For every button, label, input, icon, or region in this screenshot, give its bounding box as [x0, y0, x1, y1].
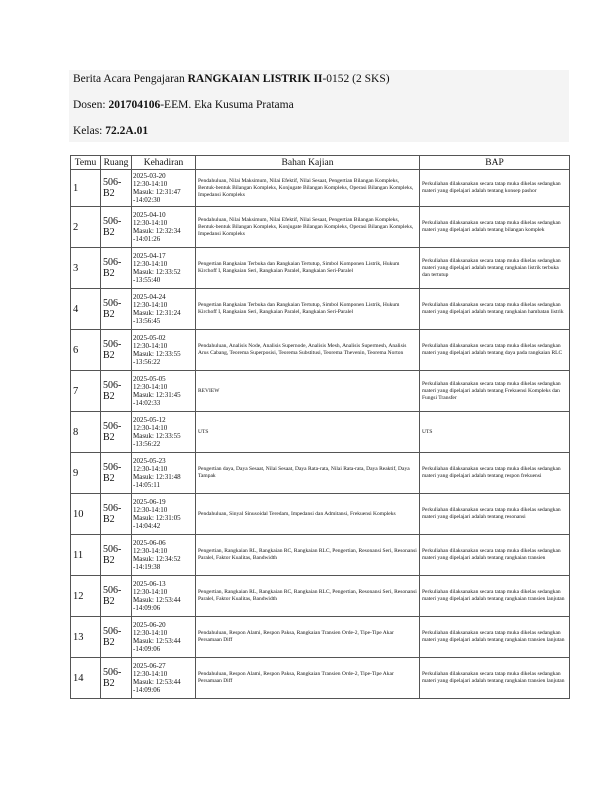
attendance-time: 12:30-14:10	[133, 300, 168, 309]
room-cell: 506-B2	[101, 248, 132, 289]
attendance-cell	[132, 535, 196, 576]
attendance-time: 12:30-14:10	[133, 505, 168, 514]
attendance-checkin: Masuk: 12:53:44	[133, 637, 181, 645]
room-cell: 506-B2	[101, 170, 132, 207]
bap-cell: Perkuliahan dilaksanakan secara tatap muka dikelas sedangkan materi yang dipelajari adalah tentang rangkaian hambatan listrik	[420, 289, 570, 330]
attendance-checkout: -13:56:22	[133, 358, 161, 367]
attendance-date: 2025-05-12	[133, 415, 166, 424]
class-prefix: Kelas:	[73, 125, 106, 137]
study-material-cell: Pengertian, Rangkaian RL, Rangkaian RC, Rangkaian RLC, Pengertian, Resonansi Seri, Resonansi Paralel, Faktor Kualitas, Bandwidth	[196, 535, 420, 576]
attendance-cell	[132, 494, 196, 535]
room-cell: 506-B2	[101, 289, 132, 330]
attendance-checkin: Masuk: 12:34:52	[133, 555, 181, 563]
attendance-checkout: -14:04:42	[133, 522, 161, 531]
course-line	[73, 73, 390, 85]
meeting-number: 2	[71, 207, 101, 248]
col-ruang: Ruang	[101, 156, 132, 170]
col-bahan-kajian: Bahan Kajian	[196, 156, 420, 170]
attendance-date: 2025-06-20	[133, 620, 166, 629]
bap-cell: Perkuliahan dilaksanakan secara tatap muka dikelas sedangkan materi yang dipelajari adalah tentang Frekuensi Kompleks dan Fungsi Transfer	[420, 371, 570, 412]
attendance-cell	[132, 658, 196, 699]
attendance-time: 12:30-14:10	[133, 259, 168, 268]
bap-cell: Perkuliahan dilaksanakan secara tatap muka dikelas sedangkan materi yang dipelajari adalah tentang rangkaian transien lanjutan	[420, 617, 570, 658]
attendance-checkin: Masuk: 12:31:47	[133, 188, 181, 196]
room-cell: 506-B2	[101, 453, 132, 494]
attendance-checkin: Masuk: 12:31:24	[133, 309, 181, 317]
attendance-date: 2025-04-17	[133, 251, 166, 260]
document-header	[69, 70, 569, 142]
study-material-cell: Pendahuluan, Respon Alami, Respon Paksa, Rangkaian Transien Orde-2, Tipe-Tipe Akar Persamaan Diff	[196, 658, 420, 699]
attendance-cell	[132, 576, 196, 617]
study-material-cell: Pengertian Rangkaian Terbuka dan Rangkaian Tertutup, Simbol Komponen Listrik, Hukum Kirchoff I, Rangkaian Seri, Rangkaian Paralel, Rangkaian Seri-Paralel	[196, 289, 420, 330]
meeting-number: 6	[71, 330, 101, 371]
study-material-cell: REVIEW	[196, 371, 420, 412]
attendance-time: 12:30-14:10	[133, 423, 168, 432]
attendance-checkin: Masuk: 12:32:34	[133, 227, 181, 235]
bap-cell: Perkuliahan dilaksanakan secara tatap muka dikelas sedangkan materi yang dipelajari adalah tentang rangkaian transien lanjutan	[420, 658, 570, 699]
table-body	[71, 170, 570, 699]
attendance-checkin: Masuk: 12:33:55	[133, 432, 181, 440]
attendance-cell	[132, 617, 196, 658]
study-material-cell: Pengertian, Rangkaian RL, Rangkaian RC, Rangkaian RLC, Pengertian, Resonansi Seri, Resonansi Paralel, Faktor Kualitas, Bandwidth	[196, 576, 420, 617]
attendance-checkin: Masuk: 12:31:48	[133, 473, 181, 481]
bap-cell: Perkuliahan dilaksanakan secara tatap muka dikelas sedangkan materi yang dipelajari adalah tentang konsep pashor	[420, 170, 570, 207]
attendance-checkin: Masuk: 12:53:44	[133, 596, 181, 604]
meeting-number: 12	[71, 576, 101, 617]
attendance-cell	[132, 289, 196, 330]
table-row	[71, 617, 570, 658]
bap-cell: Perkuliahan dilaksanakan secara tatap muka dikelas sedangkan materi yang dipelajari adalah tentang rangkaian transien	[420, 535, 570, 576]
table-header-row	[71, 156, 570, 170]
class-code: 72.2A.01	[105, 125, 149, 137]
attendance-date: 2025-06-13	[133, 579, 166, 588]
bap-cell: Perkuliahan dilaksanakan secara tatap muka dikelas sedangkan materi yang dipelajari adalah tentang rangkaian listrik terbuka dan tertutup	[420, 248, 570, 289]
study-material-cell: UTS	[196, 412, 420, 453]
attendance-checkout: -14:09:06	[133, 604, 161, 613]
meeting-number: 13	[71, 617, 101, 658]
study-material-cell: Pengertian Rangkaian Terbuka dan Rangkaian Tertutup, Simbol Komponen Listrik, Hukum Kirchoff I, Rangkaian Seri, Rangkaian Paralel, Rangkaian Seri-Paralel	[196, 248, 420, 289]
table-row	[71, 412, 570, 453]
study-material-cell: Pengertian daya, Daya Sesaat, Nilai Sesaat, Daya Rata-rata, Nilai Rata-rata, Daya Reaktif, Daya Tampak	[196, 453, 420, 494]
attendance-checkin: Masuk: 12:53:44	[133, 678, 181, 686]
attendance-checkin: Masuk: 12:31:05	[133, 514, 181, 522]
meeting-number: 9	[71, 453, 101, 494]
table-row	[71, 535, 570, 576]
attendance-checkout: -14:09:06	[133, 645, 161, 654]
table-row	[71, 658, 570, 699]
attendance-date: 2025-05-02	[133, 333, 166, 342]
attendance-date: 2025-06-06	[133, 538, 166, 547]
lecturer-prefix: Dosen:	[73, 99, 109, 111]
lecturer-id: 201704106	[108, 99, 161, 111]
col-kehadiran: Kehadiran	[132, 156, 196, 170]
meeting-number: 11	[71, 535, 101, 576]
attendance-checkout: -14:02:30	[133, 196, 161, 205]
table-row	[71, 170, 570, 207]
attendance-time: 12:30-14:10	[133, 382, 168, 391]
attendance-checkout: -14:01:26	[133, 235, 161, 244]
meeting-number: 10	[71, 494, 101, 535]
attendance-date: 2025-03-20	[133, 171, 166, 180]
meeting-number: 1	[71, 170, 101, 207]
bap-cell: Perkuliahan dilaksanakan secara tatap muka dikelas sedangkan materi yang dipelajari adalah tentang daya pada rangkaian RLC	[420, 330, 570, 371]
table-row	[71, 289, 570, 330]
attendance-checkin: Masuk: 12:31:45	[133, 391, 181, 399]
study-material-cell: Pendahuluan, Nilai Maksimum, Nilai Efektif, Nilai Sesaat, Pengertian Bilangan Kompleks, Bentuk-bentuk Bilangan Kompleks, Konjugate Bilangan Kompleks, Operasi Bilangan Kompleks, Impedansi Kompleks	[196, 170, 420, 207]
attendance-checkin: Masuk: 12:33:52	[133, 268, 181, 276]
bap-cell: UTS	[420, 412, 570, 453]
attendance-date: 2025-04-24	[133, 292, 166, 301]
attendance-cell	[132, 412, 196, 453]
attendance-time: 12:30-14:10	[133, 587, 168, 596]
attendance-time: 12:30-14:10	[133, 628, 168, 637]
course-prefix: Berita Acara Pengajaran	[73, 73, 188, 85]
attendance-checkout: -14:09:06	[133, 686, 161, 695]
room-cell: 506-B2	[101, 617, 132, 658]
attendance-date: 2025-06-19	[133, 497, 166, 506]
lecturer-name: -EEM. Eka Kusuma Pratama	[160, 99, 294, 111]
attendance-checkout: -14:02:33	[133, 399, 161, 408]
attendance-checkout: -14:05:11	[133, 481, 160, 490]
room-cell: 506-B2	[101, 535, 132, 576]
room-cell: 506-B2	[101, 207, 132, 248]
meeting-number: 7	[71, 371, 101, 412]
attendance-cell	[132, 371, 196, 412]
meeting-number: 3	[71, 248, 101, 289]
study-material-cell: Pendahuluan, Sinyal Sinusoidal Teredam, Impedansi dan Admitansi, Frekuensi Kompleks	[196, 494, 420, 535]
study-material-cell: Pendahuluan, Respon Alami, Respon Paksa, Rangkaian Transien Orde-2, Tipe-Tipe Akar Persamaan Diff	[196, 617, 420, 658]
attendance-date: 2025-06-27	[133, 661, 166, 670]
table-row	[71, 494, 570, 535]
room-cell: 506-B2	[101, 494, 132, 535]
attendance-cell	[132, 330, 196, 371]
meeting-number: 8	[71, 412, 101, 453]
room-cell: 506-B2	[101, 371, 132, 412]
table-row	[71, 576, 570, 617]
attendance-cell	[132, 248, 196, 289]
attendance-date: 2025-05-05	[133, 374, 166, 383]
attendance-checkout: -13:56:22	[133, 440, 161, 449]
room-cell: 506-B2	[101, 330, 132, 371]
col-temu: Temu	[71, 156, 101, 170]
attendance-table	[70, 155, 570, 699]
room-cell: 506-B2	[101, 658, 132, 699]
attendance-time: 12:30-14:10	[133, 218, 168, 227]
bap-cell: Perkuliahan dilaksanakan secara tatap muka dikelas sedangkan materi yang dipelajari adalah tentang rangkaian transien lanjutan	[420, 576, 570, 617]
meeting-number: 4	[71, 289, 101, 330]
attendance-time: 12:30-14:10	[133, 669, 168, 678]
attendance-cell	[132, 170, 196, 207]
room-cell: 506-B2	[101, 576, 132, 617]
attendance-date: 2025-05-23	[133, 456, 166, 465]
attendance-checkout: -13:56:45	[133, 317, 161, 326]
attendance-checkout: -13:55:40	[133, 276, 161, 285]
table-row	[71, 371, 570, 412]
attendance-cell	[132, 207, 196, 248]
col-bap: BAP	[420, 156, 570, 170]
bap-cell: Perkuliahan dilaksanakan secara tatap muka dikelas sedangkan materi yang dipelajari adalah tentang bilangan komplek	[420, 207, 570, 248]
attendance-time: 12:30-14:10	[133, 464, 168, 473]
attendance-cell	[132, 453, 196, 494]
table-row	[71, 453, 570, 494]
attendance-checkin: Masuk: 12:33:55	[133, 350, 181, 358]
attendance-checkout: -14:19:38	[133, 563, 161, 572]
course-suffix: -0152 (2 SKS)	[322, 73, 390, 85]
table-row	[71, 330, 570, 371]
bap-cell: Perkuliahan dilaksanakan secara tatap muka dikelas sedangkan materi yang dipelajari adalah tentang respon frekuensi	[420, 453, 570, 494]
meeting-number: 14	[71, 658, 101, 699]
bap-cell: Perkuliahan dilaksanakan secara tatap muka dikelas sedangkan materi yang dipelajari adalah tentang resonansi	[420, 494, 570, 535]
lecturer-line	[73, 99, 294, 111]
attendance-time: 12:30-14:10	[133, 179, 168, 188]
attendance-time: 12:30-14:10	[133, 341, 168, 350]
attendance-date: 2025-04-10	[133, 210, 166, 219]
course-name: RANGKAIAN LISTRIK II	[187, 73, 323, 85]
study-material-cell: Pendahuluan, Nilai Maksimum, Nilai Efektif, Nilai Sesaat, Pengertian Bilangan Kompleks, Bentuk-bentuk Bilangan Kompleks, Konjugate Bilangan Kompleks, Operasi Bilangan Kompleks, Impedansi Kompleks	[196, 207, 420, 248]
room-cell: 506-B2	[101, 412, 132, 453]
attendance-time: 12:30-14:10	[133, 546, 168, 555]
table-row	[71, 248, 570, 289]
table-row	[71, 207, 570, 248]
class-line	[73, 125, 148, 137]
study-material-cell: Pendahuluan, Analisis Node, Analisis Supernode, Analisis Mesh, Analisis Supermesh, Analisis Arus Cabang, Teorema Superposisi, Teorema Substitusi, Teorema Thevenin, Teorema Norton	[196, 330, 420, 371]
